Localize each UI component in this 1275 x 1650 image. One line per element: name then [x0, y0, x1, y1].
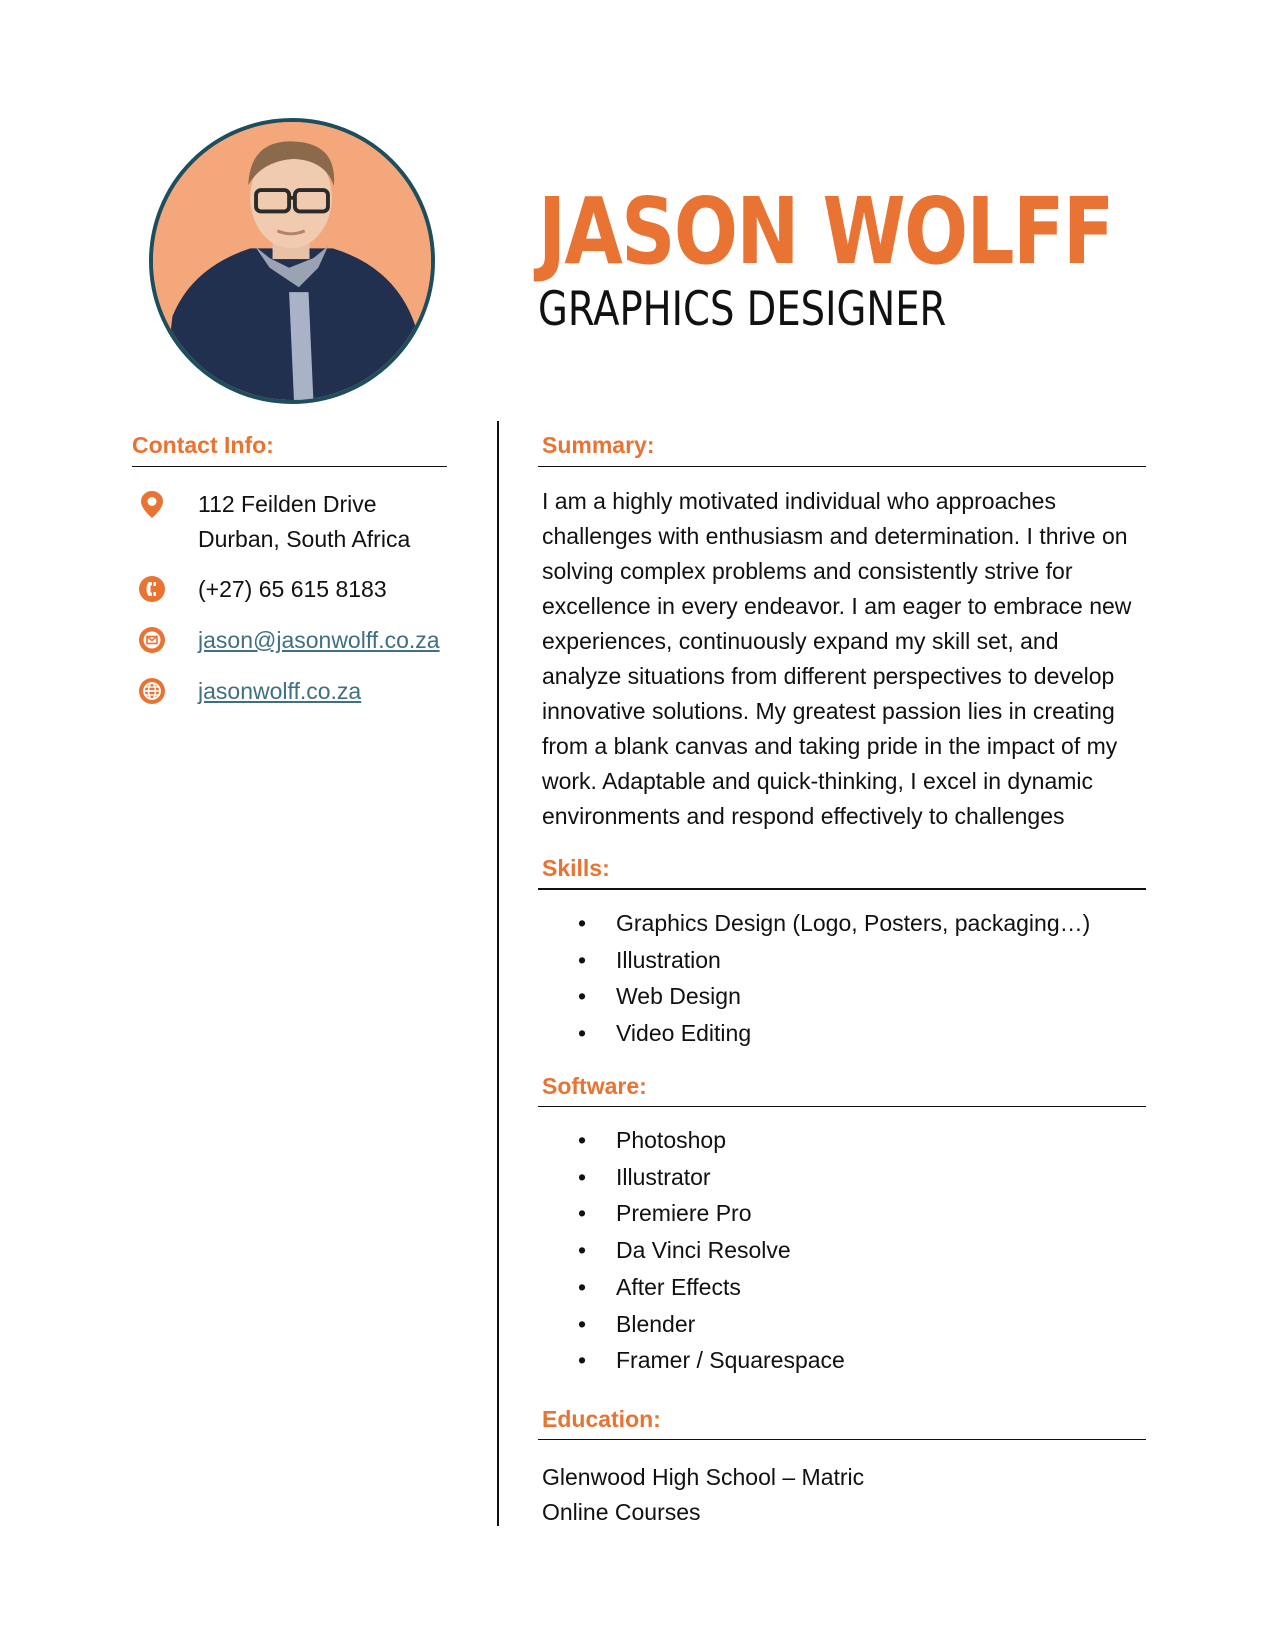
list-item: • After Effects — [578, 1269, 845, 1306]
contact-website — [138, 674, 361, 709]
phone-number: (+27) 65 615 8183 — [198, 576, 387, 602]
contact-email — [138, 623, 440, 658]
list-item: • Illustration — [578, 942, 1090, 979]
list-item: • Framer / Squarespace — [578, 1342, 845, 1379]
location-pin-icon — [138, 490, 166, 518]
list-item: • Blender — [578, 1306, 845, 1343]
website-link[interactable]: jasonwolff.co.za — [198, 678, 362, 704]
mail-icon — [138, 626, 166, 654]
list-item: • Web Design — [578, 978, 1090, 1015]
address-line-2: Durban, South Africa — [198, 526, 411, 552]
contact-rule — [132, 466, 447, 467]
profile-photo — [149, 118, 435, 404]
education-item: Online Courses — [542, 1499, 701, 1525]
summary-rule — [538, 466, 1146, 467]
education-heading: Education: — [542, 1406, 661, 1432]
contact-address — [138, 487, 410, 557]
list-item: • Graphics Design (Logo, Posters, packaging…) — [578, 905, 1090, 942]
contact-phone — [138, 572, 387, 607]
list-item: • Premiere Pro — [578, 1195, 845, 1232]
list-item: • Photoshop — [578, 1122, 845, 1159]
skills-rule — [538, 888, 1146, 890]
phone-icon — [138, 575, 166, 603]
skills-heading: Skills: — [542, 855, 610, 881]
summary-heading: Summary: — [542, 432, 655, 458]
job-title: GRAPHICS DESIGNER — [538, 282, 947, 337]
education-rule — [538, 1439, 1146, 1440]
column-divider — [497, 421, 499, 1526]
globe-icon — [138, 677, 166, 705]
skills-list — [578, 905, 1090, 1052]
software-list — [578, 1122, 845, 1379]
list-item: • Video Editing — [578, 1015, 1090, 1052]
summary-text: I am a highly motivated individual who approaches challenges with enthusiasm and determination. I thrive on solving complex problems and consistently strive for excellence in every endeavor. I am eager to embrace new experiences, continuously expand my skill set, and analyze situations from different perspectives to develop innovative solutions. My greatest passion lies in creating from a blank canvas and taking pride in the impact of my work. Adaptable and quick-thinking, I excel in dynamic environments and respond effectively to challenges — [542, 488, 1132, 829]
address-line-1: 112 Feilden Drive — [198, 491, 377, 517]
list-item: • Da Vinci Resolve — [578, 1232, 845, 1269]
software-heading: Software: — [542, 1073, 647, 1099]
education-list — [542, 1460, 864, 1530]
list-item: • Illustrator — [578, 1159, 845, 1196]
contact-heading: Contact Info: — [132, 432, 274, 458]
candidate-name: JASON WOLFF — [538, 178, 1113, 285]
software-rule — [538, 1106, 1146, 1107]
email-link[interactable]: jason@jasonwolff.co.za — [198, 627, 440, 653]
education-item: Glenwood High School – Matric — [542, 1464, 865, 1490]
